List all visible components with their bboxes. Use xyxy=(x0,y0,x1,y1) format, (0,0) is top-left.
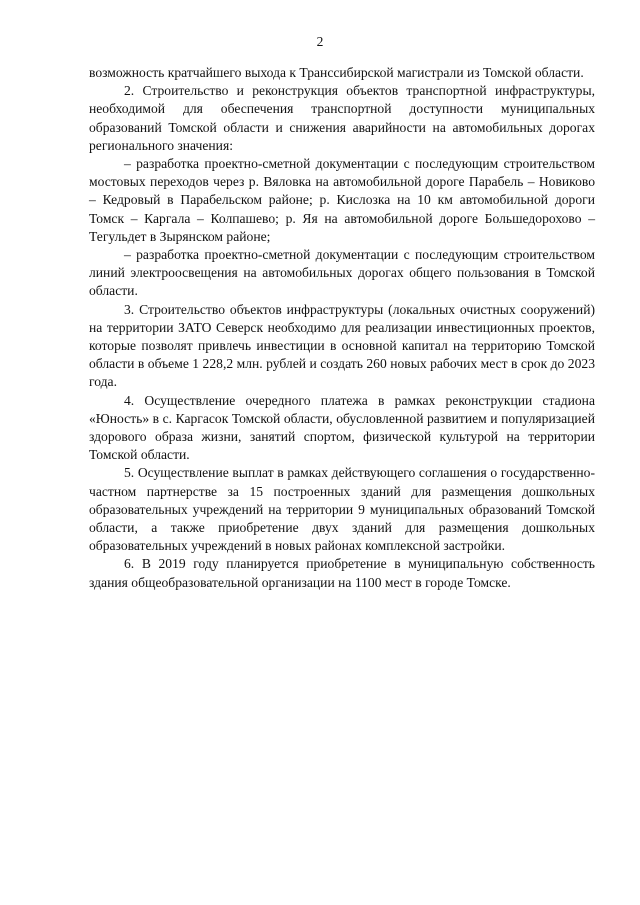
page-number: 2 xyxy=(316,34,324,49)
paragraph-continuation: возможность кратчайшего выхода к Транссибирской магистрали из Томской области. xyxy=(89,65,584,80)
paragraph-item-5: 5. Осуществление выплат в рамках действующего соглашения о государственно-частном партнерстве за 15 построенных зданий для размещения дошкольных образовательных учреждений на территории 9 муниципальных образований Томской области, а также приобретение двух зданий для размещения дошкольных образовательных учреждений в новых районах комплексной застройки. xyxy=(89,465,595,554)
paragraph-bullet-bridges: – разработка проектно-сметной документации с последующим строительством мостовых переходов через р. Вяловка на автомобильной дороге Парабель – Новиково – Кедровый в Парабельском районе; р. Кислозка на 10 км автомобильной дороги Томск – Каргала – Колпашево; р. Яя на автомобильной дороге Большедорохово – Тегульдет в Зырянском районе; xyxy=(89,156,595,244)
paragraph-item-6: 6. В 2019 году планируется приобретение в муниципальную собственность здания общеобразовательной организации на 1100 мест в городе Томске. xyxy=(89,556,595,590)
paragraph-item-2: 2. Строительство и реконструкция объектов транспортной инфраструктуры, необходимой для обеспечения транспортной доступности муниципальных образований Томской области и снижения аварийности на автомобильных дорогах регионального значения: xyxy=(89,83,595,153)
paragraph-bullet-lighting: – разработка проектно-сметной документации с последующим строительством линий электроосвещения на автомобильных дорогах общего пользования в Томской области. xyxy=(89,247,595,299)
document-body xyxy=(89,64,595,592)
paragraph-item-3: 3. Строительство объектов инфраструктуры (локальных очистных сооружений) на территории ЗАТО Северск необходимо для реализации инвестиционных проектов, которые позволят привлечь инвестиции в основной капитал на территорию Томской области в объеме 1 228,2 млн. рублей и создать 260 новых рабочих мест в срок до 2023 года. xyxy=(89,301,595,390)
paragraph-item-4: 4. Осуществление очередного платежа в рамках реконструкции стадиона «Юность» в с. Каргасок Томской области, обусловленной развитием и популяризацией здорового образа жизни, занятий спортом, физической культурой на территории Томской области. xyxy=(89,392,595,463)
